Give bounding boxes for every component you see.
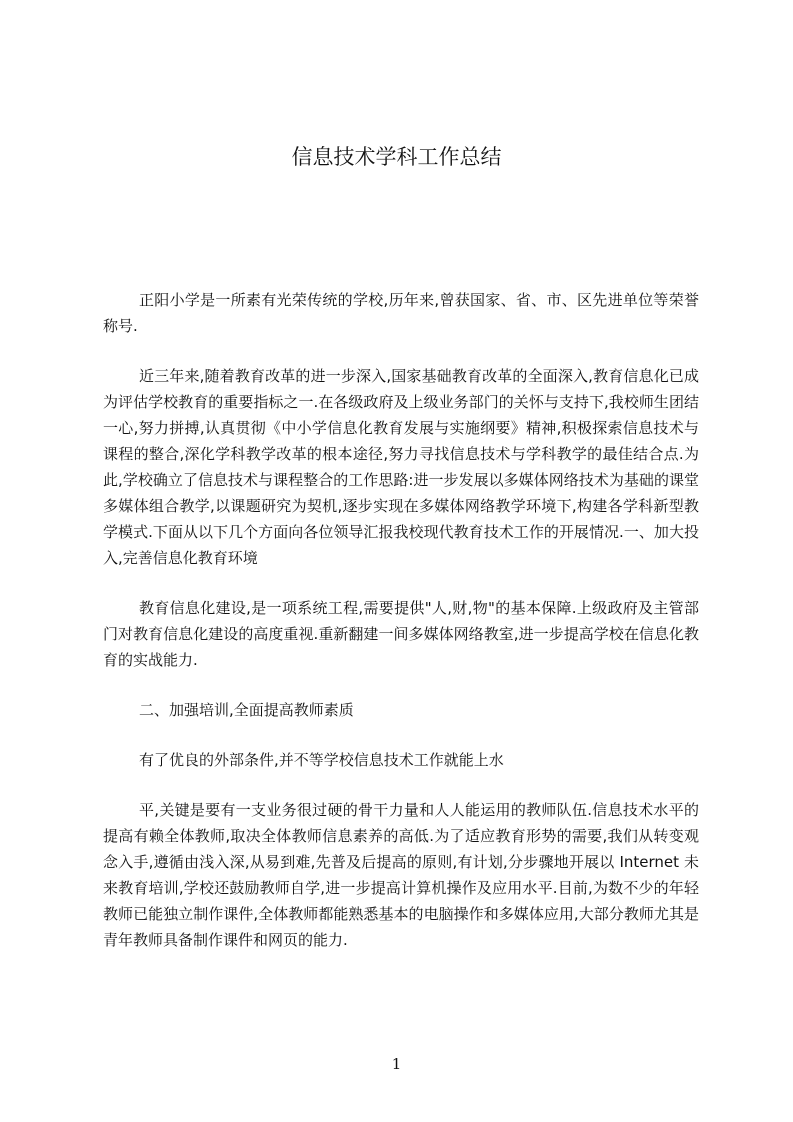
- document-title: 信息技术学科工作总结: [291, 145, 502, 169]
- page-number: 1: [391, 1055, 402, 1073]
- section-heading-training: 二、加强培训,全面提高教师素质: [139, 701, 354, 719]
- document-body: [103, 287, 699, 953]
- paragraph-conditions: 有了优良的外部条件,并不等学校信息技术工作就能上水: [139, 751, 504, 769]
- paragraph-intro: 正阳小学是一所素有光荣传统的学校,历年来,曾获国家、省、市、区先进单位等荣誉称号.: [103, 291, 699, 335]
- paragraph-investment: 教育信息化建设,是一项系统工程,需要提供"人,财,物"的基本保障.上级政府及主管部门对教育信息化建设的高度重视.重新翻建一间多媒体网络教室,进一步提高学校在信息化教育的实战能力.: [103, 599, 699, 669]
- paragraph-teacher-training: 平,关键是要有一支业务很过硬的骨干力量和人人能运用的教师队伍.信息技术水平的提高有赖全体教师,取决全体教师信息素养的高低.为了适应教育形势的需要,我们从转变观念入手,遵循由浅入深,从易到难,先普及后提高的原则,有计划,分步骤地开展以 Internet 未来教育培训,学校还鼓励教师自学,进一步提高计算机操作及应用水平.目前,为数不少的年轻教师已能独立制作课件,全体教师都能熟悉基本的电脑操作和多媒体应用,大部分教师尤其是青年教师具备制作课件和网页的能力.: [103, 801, 699, 949]
- paragraph-overview: 近三年来,随着教育改革的进一步深入,国家基础教育改革的全面深入,教育信息化已成为评估学校教育的重要指标之一.在各级政府及上级业务部门的关怀与支持下,我校师生团结一心,努力拼搏,认真贯彻《中小学信息化教育发展与实施纲要》精神,积极探索信息技术与课程的整合,深化学科教学改革的根本途径,努力寻找信息技术与学科教学的最佳结合点.为此,学校确立了信息技术与课程整合的工作思路:进一步发展以多媒体网络技术为基础的课堂多媒体组合教学,以课题研究为契机,逐步实现在多媒体网络教学环境下,构建各学科新型教学模式.下面从以下几个方面向各位领导汇报我校现代教育技术工作的开展情况.一、加大投入,完善信息化教育环境: [103, 367, 699, 567]
